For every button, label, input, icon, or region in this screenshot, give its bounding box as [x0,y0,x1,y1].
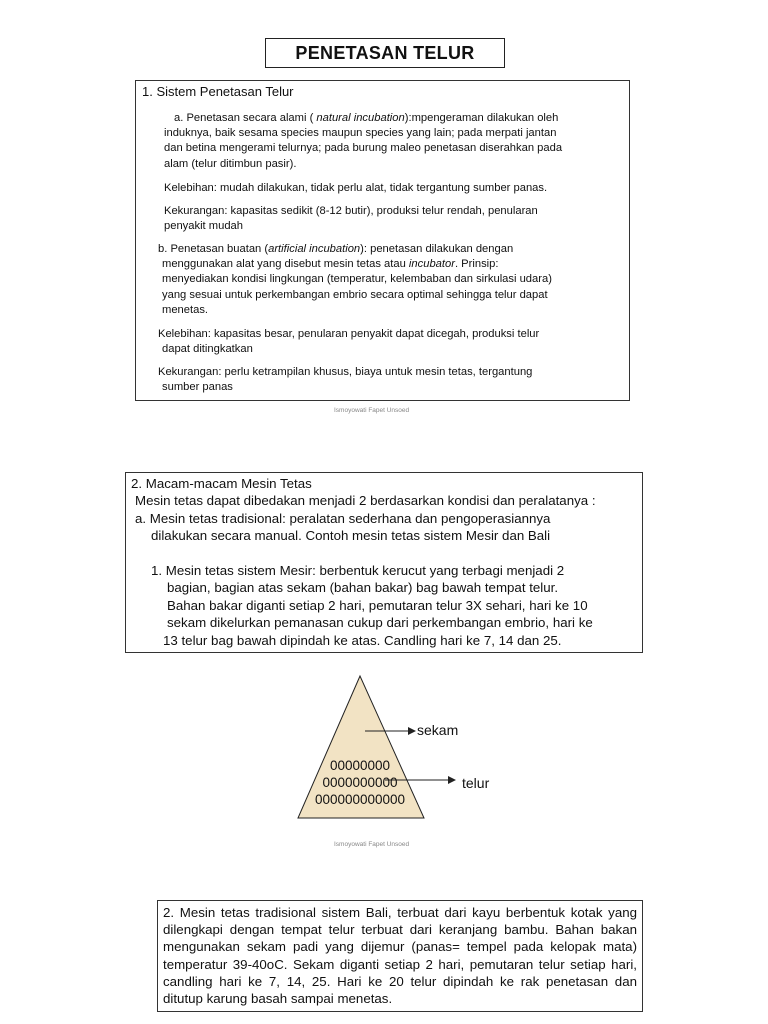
paragraph-line: Kekurangan: kapasitas sedikit (8-12 butir), produksi telur rendah, penularan [164,205,538,217]
paragraph-line: dilakukan secara manual. Contoh mesin tetas sistem Mesir dan Bali [151,528,551,544]
section-2-heading: 2. Macam-macam Mesin Tetas [131,476,312,491]
egg-row: 000000000000 [314,792,406,807]
paragraph-line: sekam dikelurkan pemanasan cukup dari perkembangan embrio, hari ke [167,615,593,631]
paragraph-line: induknya, baik sesama species maupun species yang lain; pada merpati jantan [164,127,557,140]
page-title: PENETASAN TELUR [265,38,505,68]
section-2-content [131,475,596,545]
telur-arrowhead [448,776,456,784]
paragraph-line: alam (telur ditimbun pasir). [164,157,297,170]
artificial-incubation-suffix: ): penetasan dilakukan dengan [360,243,514,255]
telur-label: telur [462,775,490,791]
incubator-line-prefix: menggunakan alat yang disebut mesin tetas atau [162,258,409,271]
egg-row: 00000000 [329,758,391,773]
natural-disadvantages [164,204,538,234]
paragraph-line: menyediakan kondisi lingkungan (temperatur, kelembaban dan sirkulasi udara) [162,273,552,286]
egg-row: 0000000000 [322,775,398,790]
artificial-incubation-term: artificial incubation [268,243,361,255]
paragraph-line: menetas. [162,303,209,316]
paragraph-line: penyakit mudah [164,220,243,233]
incubator-line-suffix: . Prinsip: [454,258,499,271]
bali-incubator-box: 2. Mesin tetas tradisional sistem Bali, terbuat dari kayu berbentuk kotak yang dilengkapi dengan tempat telur terbuat dari keranjang bambu. Bahan bakan mengunakan sekam padi yang dijemur (panas= tempel pada kelopak mata) temperatur 39-40oC. Sekam diganti setiap 2 hari, pemutaran telur setiap hari, candling hari ke 7, 14, 25. Hari ke 20 telur dipindah ke rak penetasan dan ditutup karung basah sampai menetas. [157,900,643,1012]
natural-incubation-paragraph [164,111,562,172]
paragraph-line: Kelebihan: kapasitas besar, penularan penyakit dapat dicegah, produksi telur [158,328,540,340]
paragraph-line: Kekurangan: perlu ketrampilan khusus, biaya untuk mesin tetas, tergantung [158,366,533,378]
paragraph-line: dan betina mengerami telurnya; pada burung maleo penetasan diserahkan pada [164,142,563,155]
natural-incubation-term: natural incubation [316,112,405,124]
egg-rows [300,757,420,808]
author-credit: Ismoyowati Fapet Unsoed [334,407,410,414]
paragraph-line: sumber panas [162,381,233,394]
paragraph-line: dapat ditingkatkan [162,343,253,356]
incubator-term: incubator [408,258,455,271]
sekam-label: sekam [417,722,459,738]
artificial-disadvantages [158,365,532,395]
natural-incubation-suffix: ):mpengeraman dilakukan oleh [404,112,559,124]
paragraph-line: a. Mesin tetas tradisional: peralatan sederhana dan pengoperasiannya [135,510,551,526]
paragraph-line: bagian, bagian atas sekam (bahan bakar) bag bawah tempat telur. [167,580,559,596]
artificial-incubation-prefix: b. Penetasan buatan ( [158,243,269,255]
author-credit: Ismoyowati Fapet Unsoed [334,841,410,848]
section-1-heading: 1. Sistem Penetasan Telur [142,84,294,99]
artificial-incubation-paragraph [158,242,552,318]
paragraph-line: Mesin tetas dapat dibedakan menjadi 2 berdasarkan kondisi dan peralatanya : [135,493,596,509]
artificial-advantages [158,327,539,357]
paragraph-line: 13 telur bag bawah dipindah ke atas. Candling hari ke 7, 14 dan 25. [163,632,562,648]
egypt-incubator-item [151,562,593,649]
paragraph-line: yang sesuai untuk perkembangan embrio secara optimal sehingga telur dapat [162,288,548,301]
paragraph-line: Bahan bakar diganti setiap 2 hari, pemutaran telur 3X sehari, hari ke 10 [167,597,588,613]
paragraph-line: 1. Mesin tetas sistem Mesir: berbentuk kerucut yang terbagi menjadi 2 [151,563,565,578]
sekam-arrowhead [408,727,416,735]
natural-incubation-prefix: a. Penetasan secara alami ( [174,112,317,124]
natural-advantages: Kelebihan: mudah dilakukan, tidak perlu alat, tidak tergantung sumber panas. [164,182,548,194]
